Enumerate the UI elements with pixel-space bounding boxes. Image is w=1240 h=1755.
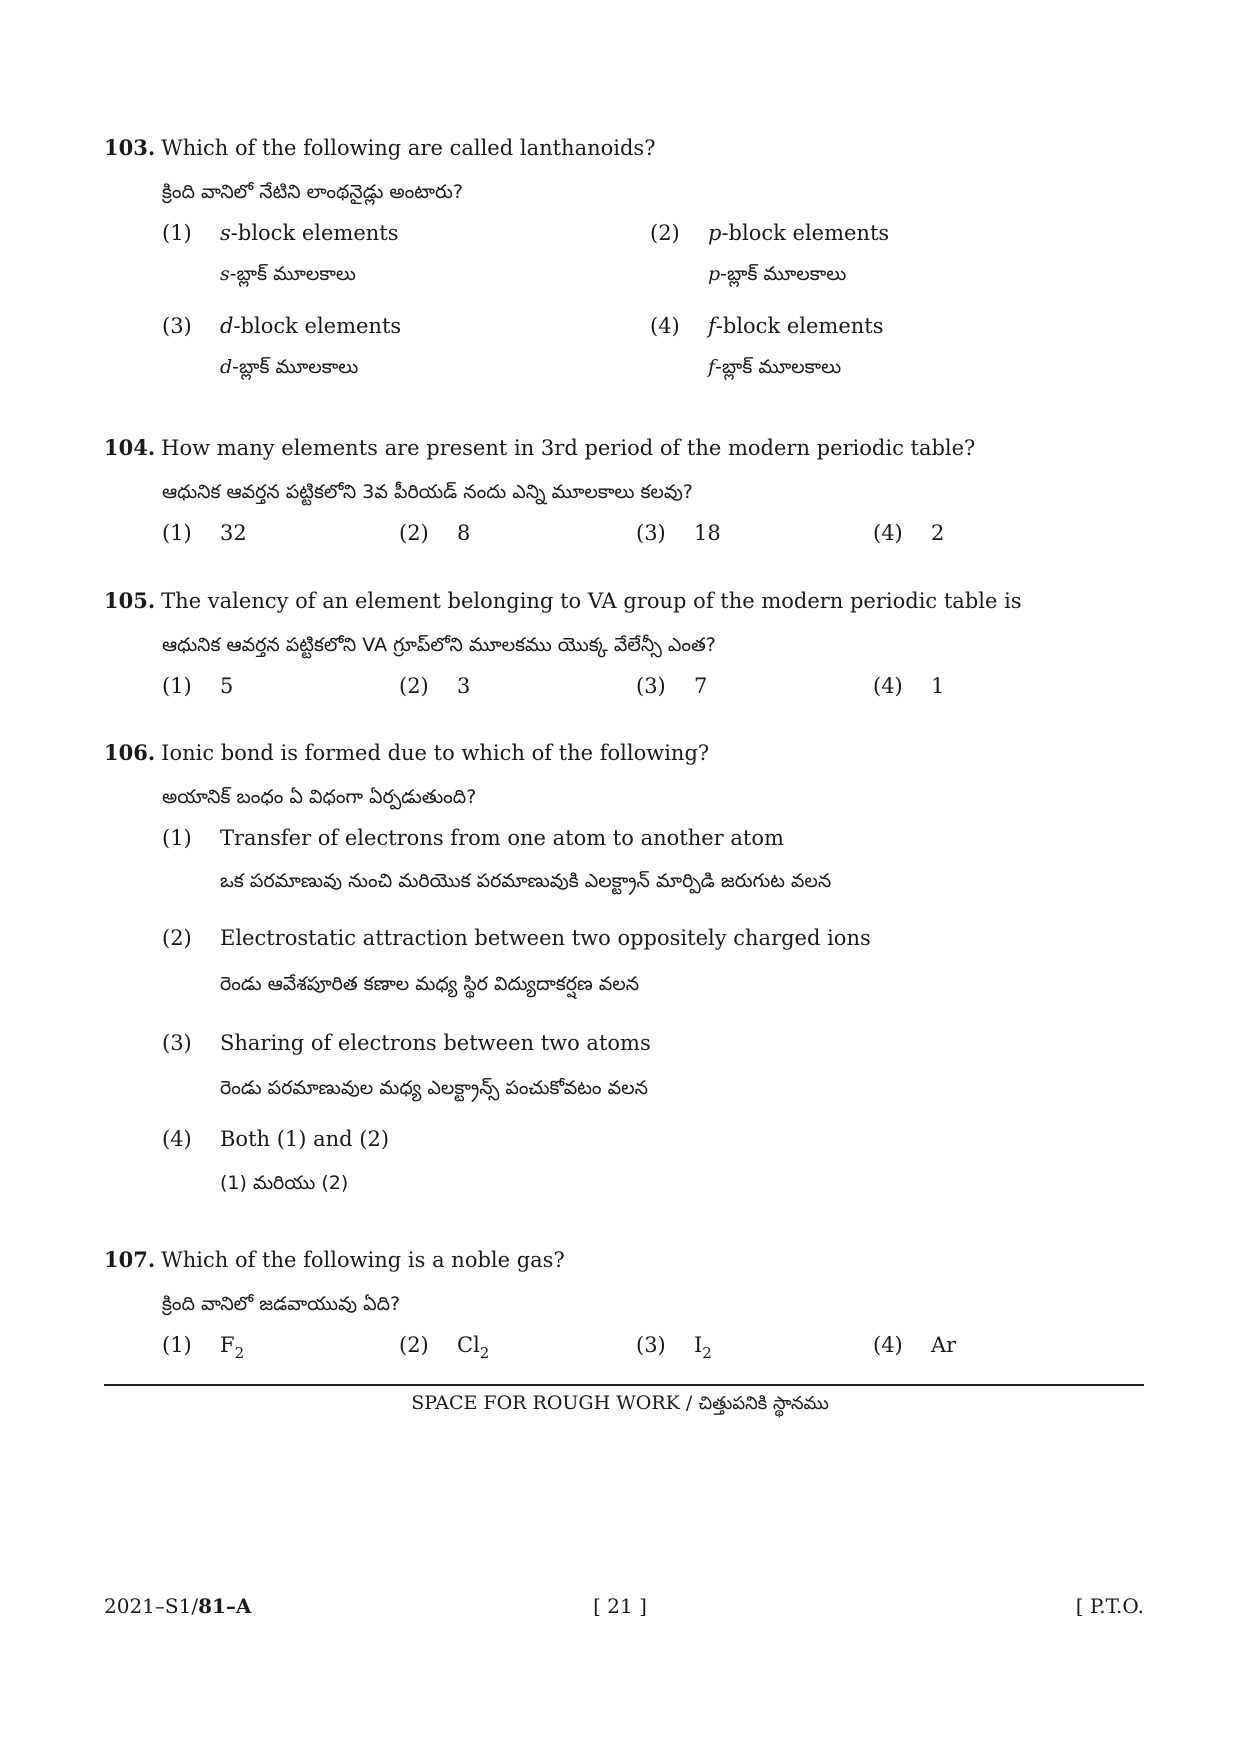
question-106 [104,738,1144,1194]
option-1: (1) Transfer of electrons from one atom to another atom [162,826,784,850]
option-3: (3) 18 [636,521,721,545]
option-3: (3) d-block elements [162,314,402,338]
option-4: (4) Both (1) and (2) [162,1127,390,1151]
question-105 [104,586,1144,698]
question-text-telugu: క్రింది వానిలో జడవాయువు ఏది? [162,1293,401,1315]
option-2: (2) Electrostatic attraction between two oppositely charged ions [162,926,871,950]
option-3: (3) Sharing of electrons between two atoms [162,1031,651,1055]
option-4: (4) Ar [873,1333,957,1357]
option-2-telugu: రెండు ఆవేశపూరిత కణాల మధ్య స్థిర విద్యుదాకర్షణ వలన [220,973,640,995]
question-number: 105. [104,588,156,613]
question-text-telugu: క్రింది వానిలో నేటిని లాంథనైడ్లు అంటారు? [162,181,463,203]
question-number: 106. [104,740,156,765]
option-3: (3) $I_2$ [636,1333,712,1362]
option-3-telugu: d-బ్లాక్ మూలకాలు [220,356,359,378]
option-4-telugu: f-బ్లాక్ మూలకాలు [708,356,842,378]
question-number: 104. [104,435,156,460]
question-number: 107. [104,1247,156,1272]
option-4-telugu: (1) మరియు (2) [220,1172,349,1194]
question-103 [104,133,1144,378]
option-1-telugu: ఒక పరమాణువు నుంచి మరియొక పరమాణువుకి ఎలక్ట్రాన్ మార్పిడి జరుగుట వలన [220,870,832,892]
question-text: 106. Ionic bond is formed due to which of the following? [104,740,710,765]
option-4: (4) 2 [873,521,945,545]
question-text: 103. Which of the following are called lanthanoids? [104,135,656,160]
question-text-telugu: ఆధునిక ఆవర్తన పట్టికలోని 3వ పీరియడ్ నందు ఎన్ని మూలకాలు కలవు? [162,481,693,503]
option-1-telugu: s-బ్లాక్ మూలకాలు [220,263,356,285]
option-2: (2) p-block elements [650,221,890,245]
question-text: 104. How many elements are present in 3rd period of the modern periodic table? [104,435,976,460]
option-4: (4) 1 [873,674,945,698]
question-text-telugu: ఆధునిక ఆవర్తన పట్టికలోని VA గ్రూప్‌లోని మూలకము యొక్క వేలేన్సీ ఎంత? [162,634,716,656]
divider [104,1384,1144,1386]
option-2: (2) 3 [399,674,471,698]
option-1: (1) s-block elements [162,221,399,245]
option-2: (2) 8 [399,521,471,545]
question-text: 105. The valency of an element belonging to VA group of the modern periodic table is [104,588,1022,613]
option-2-telugu: p-బ్లాక్ మూలకాలు [708,263,847,285]
page-number: [ 21 ] [593,1594,647,1618]
question-number: 103. [104,135,156,160]
option-4: (4) f-block elements [650,314,884,338]
option-1: (1) 32 [162,521,247,545]
question-text: 107. Which of the following is a noble gas? [104,1247,565,1272]
booklet-code: 2021–S1/81–A [104,1594,252,1618]
question-107 [104,1245,1144,1362]
option-2: (2) $Cl_2$ [399,1333,490,1362]
option-1: (1) 5 [162,674,234,698]
rough-work-label: SPACE FOR ROUGH WORK / చిత్తుపనికి స్థానము [411,1392,829,1414]
pto-label: [ P.T.O. [1075,1594,1144,1618]
question-text-telugu: అయానిక్ బంధం ఏ విధంగా ఏర్పడుతుంది? [162,786,477,808]
option-1: (1) $F_2$ [162,1333,245,1362]
question-104 [104,433,1144,545]
option-3-telugu: రెండు పరమాణువుల మధ్య ఎలక్ట్రాన్స్ పంచుకోవటం వలన [220,1077,648,1099]
option-3: (3) 7 [636,674,708,698]
